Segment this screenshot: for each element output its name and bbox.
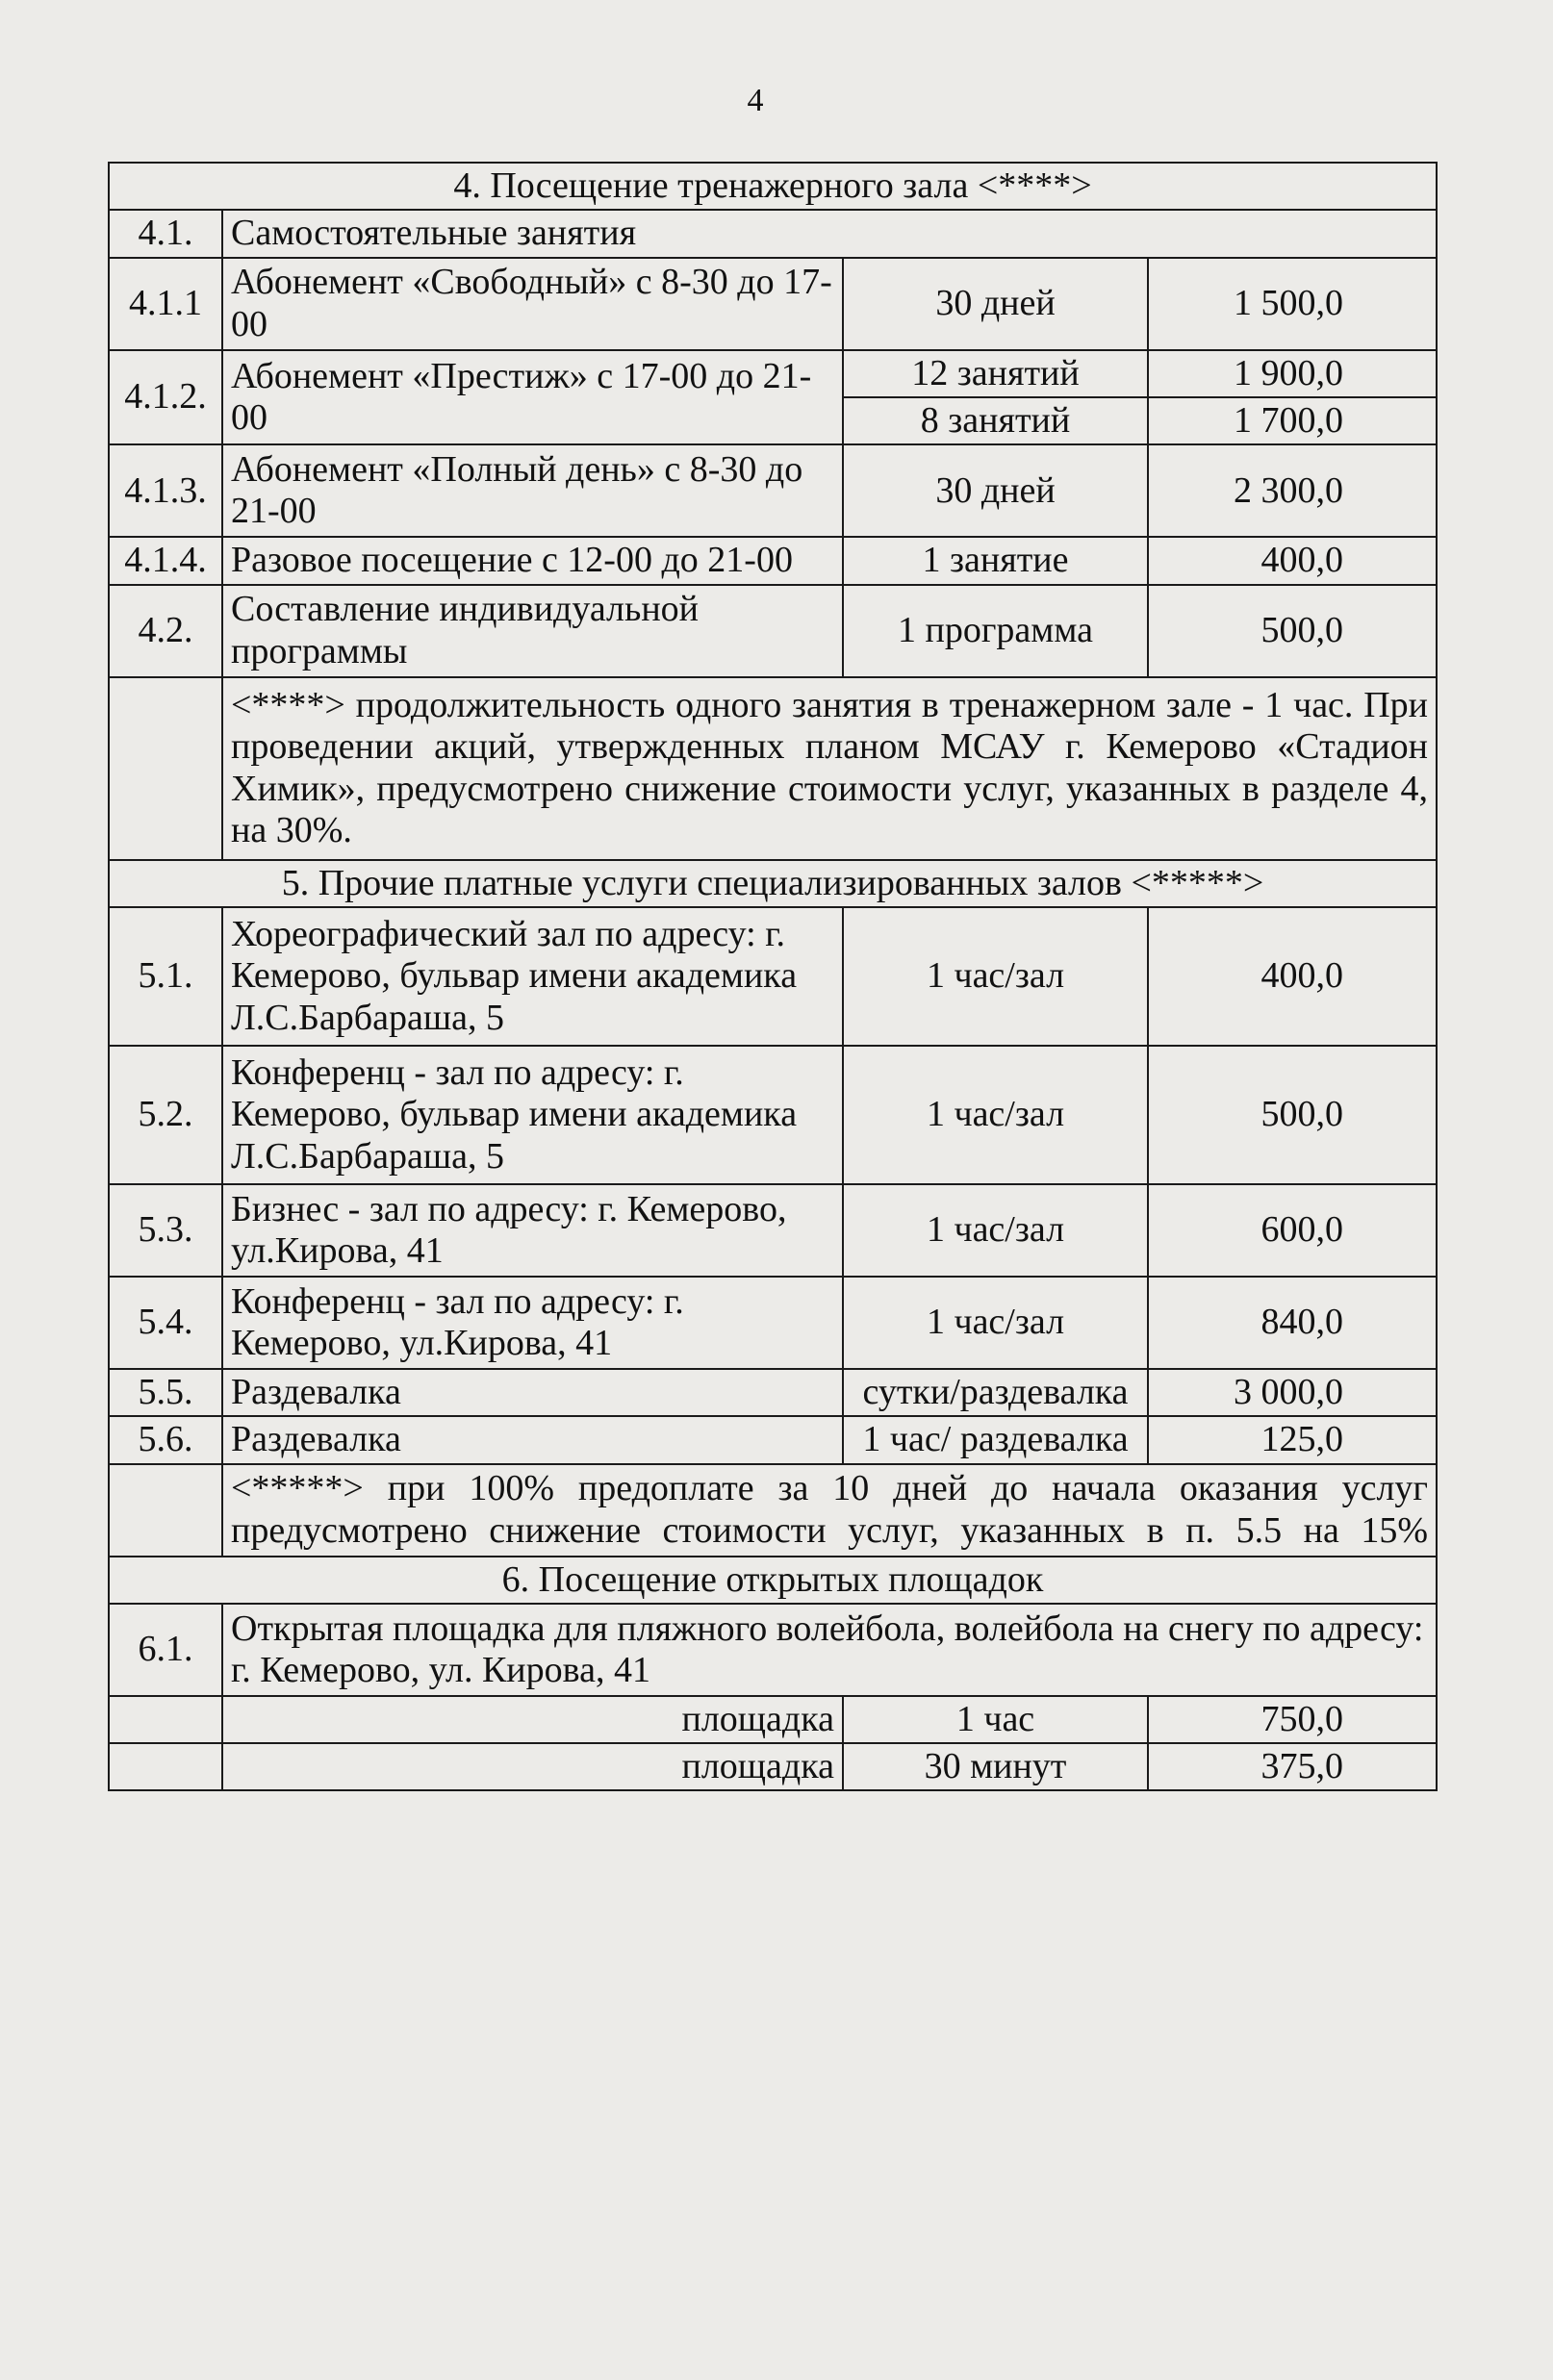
row-number: 4.1.4.: [109, 537, 222, 584]
section-header-row: [109, 860, 1437, 907]
table-row: [109, 1184, 1437, 1277]
service-price: 500,0: [1148, 1046, 1437, 1184]
section-header-row: [109, 163, 1437, 210]
service-price: 400,0: [1148, 907, 1437, 1046]
service-name: Конференц - зал по адресу: г. Кемерово, ул.Кирова, 41: [222, 1277, 843, 1369]
service-name: Раздевалка: [222, 1416, 843, 1463]
price-table: [108, 162, 1438, 1791]
service-type: площадка: [222, 1696, 843, 1743]
row-number: 5.2.: [109, 1046, 222, 1184]
row-number: 5.3.: [109, 1184, 222, 1277]
table-row: [109, 444, 1437, 537]
service-unit: 30 дней: [843, 258, 1148, 350]
service-price: 1 500,0: [1148, 258, 1437, 350]
subsection-title: Самостоятельные занятия: [222, 210, 1437, 257]
service-price: 375,0: [1148, 1743, 1437, 1790]
service-type: площадка: [222, 1743, 843, 1790]
service-price: 600,0: [1148, 1184, 1437, 1277]
row-number: 4.2.: [109, 585, 222, 677]
service-unit: 1 час/зал: [843, 1046, 1148, 1184]
table-row: [109, 1046, 1437, 1184]
service-unit: 8 занятий: [843, 397, 1148, 444]
table-row: [109, 907, 1437, 1046]
service-name: Составление индивидуальной программы: [222, 585, 843, 677]
row-number: 6.1.: [109, 1604, 222, 1696]
service-name: Открытая площадка для пляжного волейбола, волейбола на снегу по адресу: г. Кемерово, ул. Кирова, 41: [222, 1604, 1437, 1696]
service-unit: 30 минут: [843, 1743, 1148, 1790]
service-unit: 1 час: [843, 1696, 1148, 1743]
service-name: Бизнес - зал по адресу: г. Кемерово, ул.Кирова, 41: [222, 1184, 843, 1277]
service-price: 1 700,0: [1148, 397, 1437, 444]
service-price: 750,0: [1148, 1696, 1437, 1743]
service-name: Хореографический зал по адресу: г. Кемерово, бульвар имени академика Л.С.Барбараша, 5: [222, 907, 843, 1046]
row-number: 5.4.: [109, 1277, 222, 1369]
service-price: 1 900,0: [1148, 350, 1437, 397]
service-name: Раздевалка: [222, 1369, 843, 1416]
empty-cell: [109, 1696, 222, 1743]
service-price: 3 000,0: [1148, 1369, 1437, 1416]
service-unit: 1 час/зал: [843, 1277, 1148, 1369]
service-name: Разовое посещение с 12-00 до 21-00: [222, 537, 843, 584]
table-row: [109, 537, 1437, 584]
service-unit: 1 час/зал: [843, 907, 1148, 1046]
service-name: Абонемент «Свободный» с 8-30 до 17-00: [222, 258, 843, 350]
service-unit: 1 час/зал: [843, 1184, 1148, 1277]
section-6-title: 6. Посещение открытых площадок: [109, 1557, 1437, 1604]
empty-cell: [109, 1743, 222, 1790]
section-4-title: 4. Посещение тренажерного зала <****>: [109, 163, 1437, 210]
section-4-note: <****> продолжительность одного занятия в тренажерном зале - 1 час. При проведении акций, утвержденных планом МСАУ г. Кемерово «Стадион Химик», предусмотрено снижение стоимости услуг, указанных в разделе 4, на 30%.: [222, 677, 1437, 860]
table-row: [109, 258, 1437, 350]
service-name: Конференц - зал по адресу: г. Кемерово, бульвар имени академика Л.С.Барбараша, 5: [222, 1046, 843, 1184]
service-price: 125,0: [1148, 1416, 1437, 1463]
table-row: [109, 1696, 1437, 1743]
row-number: 4.1.3.: [109, 444, 222, 537]
row-number: 5.6.: [109, 1416, 222, 1463]
table-row: [109, 1277, 1437, 1369]
table-row: [109, 1743, 1437, 1790]
note-row: [109, 1464, 1437, 1557]
subsection-row: [109, 210, 1437, 257]
table-row: [109, 350, 1437, 397]
service-unit: 12 занятий: [843, 350, 1148, 397]
service-price: 500,0: [1148, 585, 1437, 677]
row-number: 5.1.: [109, 907, 222, 1046]
table-row: [109, 1416, 1437, 1463]
note-row: [109, 677, 1437, 860]
table-row: [109, 1604, 1437, 1696]
table-row: [109, 585, 1437, 677]
service-unit: 1 программа: [843, 585, 1148, 677]
service-unit: сутки/раздевалка: [843, 1369, 1148, 1416]
service-name: Абонемент «Полный день» с 8-30 до 21-00: [222, 444, 843, 537]
service-price: 2 300,0: [1148, 444, 1437, 537]
service-name: Абонемент «Престиж» с 17-00 до 21-00: [222, 350, 843, 445]
empty-cell: [109, 1464, 222, 1557]
row-number: 4.1.1: [109, 258, 222, 350]
table-row: [109, 1369, 1437, 1416]
service-price: 840,0: [1148, 1277, 1437, 1369]
section-5-title: 5. Прочие платные услуги специализированных залов <*****>: [109, 860, 1437, 907]
section-header-row: [109, 1557, 1437, 1604]
service-unit: 1 час/ раздевалка: [843, 1416, 1148, 1463]
row-number: 5.5.: [109, 1369, 222, 1416]
empty-cell: [109, 677, 222, 860]
row-number: 4.1.: [109, 210, 222, 257]
service-unit: 1 занятие: [843, 537, 1148, 584]
page-number: 4: [747, 83, 764, 118]
service-price: 400,0: [1148, 537, 1437, 584]
row-number: 4.1.2.: [109, 350, 222, 445]
section-5-note: <*****> при 100% предоплате за 10 дней до начала оказания услуг предусмотрено снижение стоимости услуг, указанных в п. 5.5 на 15%: [222, 1464, 1437, 1557]
service-unit: 30 дней: [843, 444, 1148, 537]
